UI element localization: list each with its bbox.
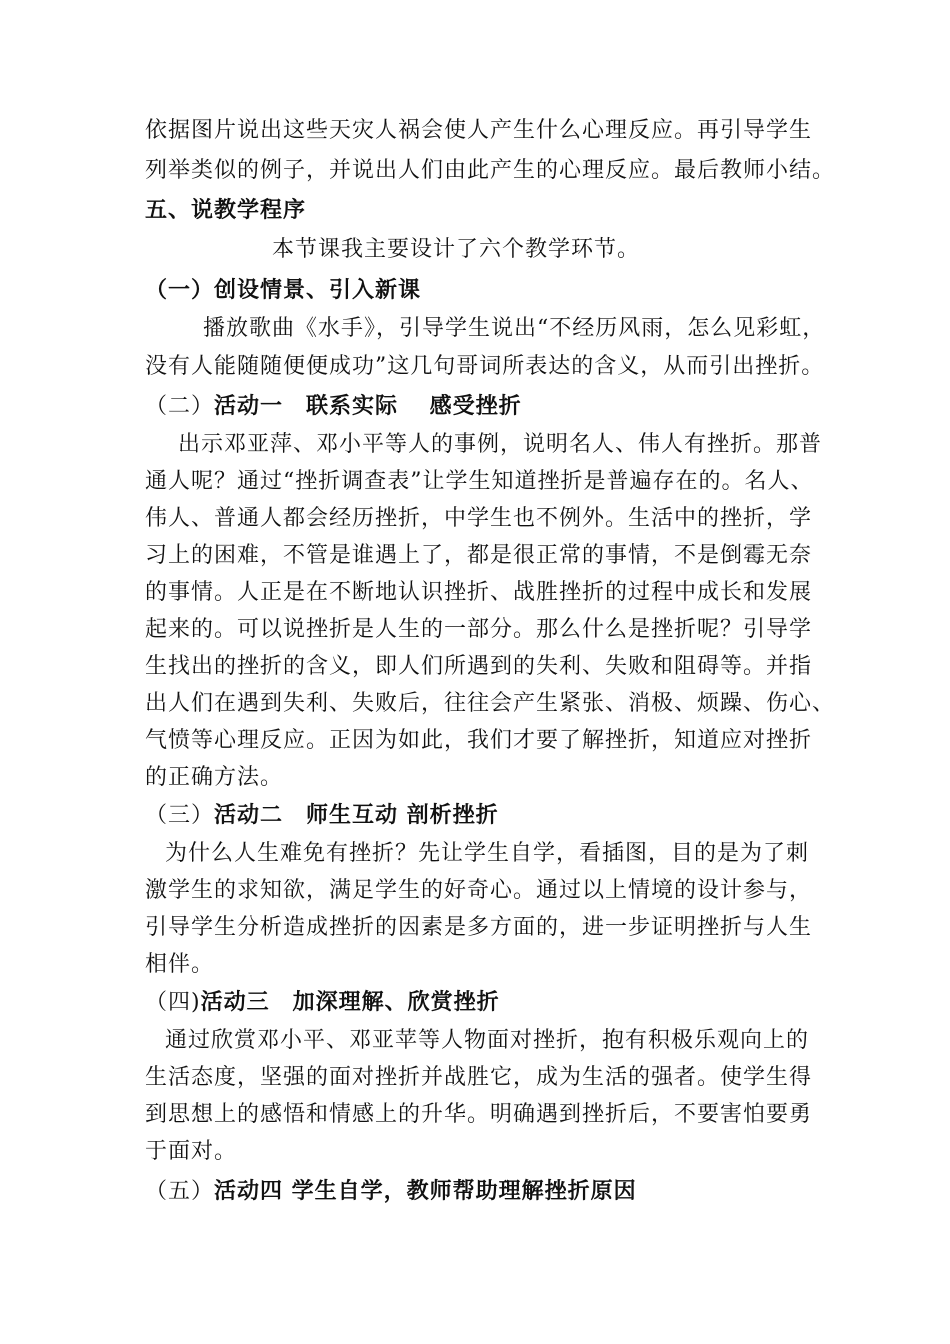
section-heading: 五、说教学程序: [145, 197, 307, 223]
body-line: 没有人能随随便便成功”这几句哥词所表达的含义，从而引出挫折。: [145, 354, 825, 379]
body-line: 生找出的挫折的含义，即人们所遇到的失利、失败和阻碍等。并指: [145, 654, 813, 679]
body-line: 通过欣赏邓小平、邓亚苹等人物面对挫折，抱有积极乐观向上的: [165, 1028, 810, 1053]
body-line: 的事情。人正是在不断地认识挫折、战胜挫折的过程中成长和发展: [145, 580, 813, 605]
subsection-title: 活动四 学生自学，教师帮助理解挫折原因: [214, 1178, 637, 1204]
subsection-heading: [145, 988, 500, 1017]
body-line: 生活态度，坚强的面对挫折并战胜它，成为生活的强者。使学生得: [145, 1065, 813, 1090]
subsection-number: （二）: [145, 394, 215, 419]
body-line: 引导学生分析造成挫折的因素是多方面的，进一步证明挫折与人生: [145, 915, 813, 940]
subsection-heading: [145, 801, 499, 830]
body-line: 的正确方法。: [145, 765, 284, 790]
body-line: 出人们在遇到失利、失败后，往往会产生紧张、消极、烦躁、伤心、: [145, 691, 836, 716]
body-line: 相伴。: [145, 952, 215, 977]
subsection-number: （三）: [145, 803, 215, 828]
subsection-heading: [145, 392, 522, 421]
body-line: 为什么人生难免有挫折？先让学生自学，看插图，目的是为了刺: [165, 841, 810, 866]
body-line: 出示邓亚萍、邓小平等人的事例，说明名人、伟人有挫折。那普: [178, 432, 823, 457]
body-line: 通人呢？通过“挫折调查表”让学生知道挫折是普遍存在的。名人、: [145, 469, 814, 494]
body-line: 播放歌曲《水手》，引导学生说出“不经历风雨，怎么见彩虹，: [203, 316, 826, 341]
body-line: 激学生的求知欲，满足学生的好奇心。通过以上情境的设计参与，: [145, 878, 813, 903]
subsection-heading: （一）创设情景、引入新课: [145, 277, 422, 303]
intro-line: 本节课我主要设计了六个教学环节。: [272, 237, 641, 262]
subsection-title: 活动三 加深理解、欣赏挫折: [200, 989, 500, 1015]
subsection-number: （四): [145, 990, 201, 1015]
body-line: 到思想上的感悟和情感上的升华。明确遇到挫折后，不要害怕要勇: [145, 1102, 813, 1127]
body-line: 起来的。可以说挫折是人生的一部分。那么什么是挫折呢？引导学: [145, 617, 813, 642]
body-line: 依据图片说出这些天灾人祸会使人产生什么心理反应。再引导学生: [145, 118, 813, 143]
subsection-title: 活动二 师生互动 剖析挫折: [214, 802, 499, 828]
body-line: 气愤等心理反应。正因为如此，我们才要了解挫折，知道应对挫折: [145, 728, 813, 753]
body-line: 伟人、普通人都会经历挫折，中学生也不例外。生活中的挫折，学: [145, 506, 813, 531]
subsection-title: 活动一 联系实际 感受挫折: [214, 393, 522, 419]
subsection-heading: [145, 1177, 637, 1206]
body-line: 列举类似的例子，并说出人们由此产生的心理反应。最后教师小结。: [145, 158, 836, 183]
body-line: 于面对。: [145, 1139, 238, 1164]
body-line: 习上的困难，不管是谁遇上了，都是很正常的事情，不是倒霉无奈: [145, 543, 813, 568]
subsection-number: （五）: [145, 1179, 215, 1204]
